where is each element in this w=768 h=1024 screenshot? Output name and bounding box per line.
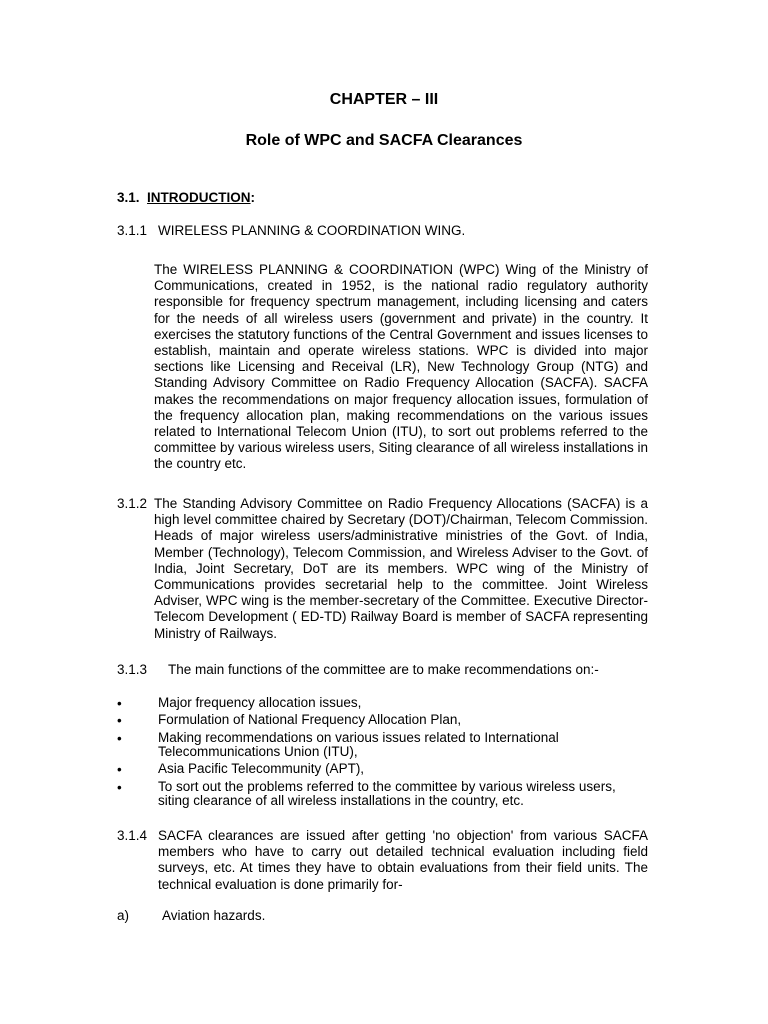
bullet-item: Major frequency allocation issues, [158, 695, 362, 710]
bullet-symbol: • [117, 762, 122, 777]
section-title: INTRODUCTION [147, 190, 251, 205]
s311-paragraph: The WIRELESS PLANNING & COORDINATION (WPC) Wing of the Ministry of Communications, created in 1952, is the national radio regulatory authority responsible for frequency spectrum management, including licensing and caters for the needs of all wireless users (government and private) in the country. It exercises the statutory functions of the Central Government and issues licenses to establish, maintain and operate wireless stations. WPC is divided into major sections like Licensing and Receival (LR), New Technology Group (NTG) and Standing Advisory Committee on Radio Frequency Allocation (SACFA). SACFA makes the recommendations on major frequency allocation issues, formulation of the frequency allocation plan, making recommendations on the various issues related to International Telecom Union (ITU), to sort out problems referred to the committee by various wireless users, Siting clearance of all wireless installations in the country etc. [154, 262, 648, 472]
section-number: 3.1. [117, 190, 140, 205]
s311-heading: WIRELESS PLANNING & COORDINATION WING. [158, 223, 466, 238]
section-heading [117, 190, 255, 206]
bullet-symbol: • [117, 696, 122, 711]
chapter-subtitle: Role of WPC and SACFA Clearances [245, 132, 523, 149]
chapter-title: CHAPTER – III [329, 91, 439, 108]
bullet-item: Asia Pacific Telecommunity (APT), [158, 761, 365, 776]
bullet-item: Making recommendations on various issues related to International Telecommunications Union (ITU), [158, 730, 559, 759]
s312-number: 3.1.2 [117, 496, 148, 511]
item-a-text: Aviation hazards. [162, 908, 266, 923]
s314-number: 3.1.4 [117, 828, 148, 843]
s313-number: 3.1.3 [117, 662, 148, 677]
bullet-item: To sort out the problems referred to the committee by various wireless users, siting clearance of all wireless installations in the country, etc. [158, 779, 616, 808]
item-a-label: a) [117, 908, 130, 923]
section-colon: : [250, 190, 256, 205]
s311-number: 3.1.1 [117, 223, 148, 238]
s313-intro: The main functions of the committee are to make recommendations on:- [168, 662, 599, 677]
bullet-item: Formulation of National Frequency Allocation Plan, [158, 712, 462, 727]
bullet-symbol: • [117, 731, 122, 746]
s312-paragraph: The Standing Advisory Committee on Radio Frequency Allocations (SACFA) is a high level committee chaired by Secretary (DOT)/Chairman, Telecom Commission. Heads of major wireless users/administrative ministries of the Govt. of India, Member (Technology), Telecom Commission, and Wireless Adviser to the Govt. of India, Joint Secretary, DoT are its members. WPC wing of the Ministry of Communications provides secretarial help to the committee. Joint Wireless Adviser, WPC wing is the member-secretary of the Committee. Executive Director-Telecom Development ( ED-TD) Railway Board is member of SACFA representing Ministry of Railways. [154, 496, 648, 641]
bullet-symbol: • [117, 713, 122, 728]
s314-paragraph: SACFA clearances are issued after getting 'no objection' from various SACFA members who have to carry out detailed technical evaluation including field surveys, etc. At times they have to obtain evaluations from their field units. The technical evaluation is done primarily for- [158, 828, 648, 892]
bullet-symbol: • [117, 780, 122, 795]
